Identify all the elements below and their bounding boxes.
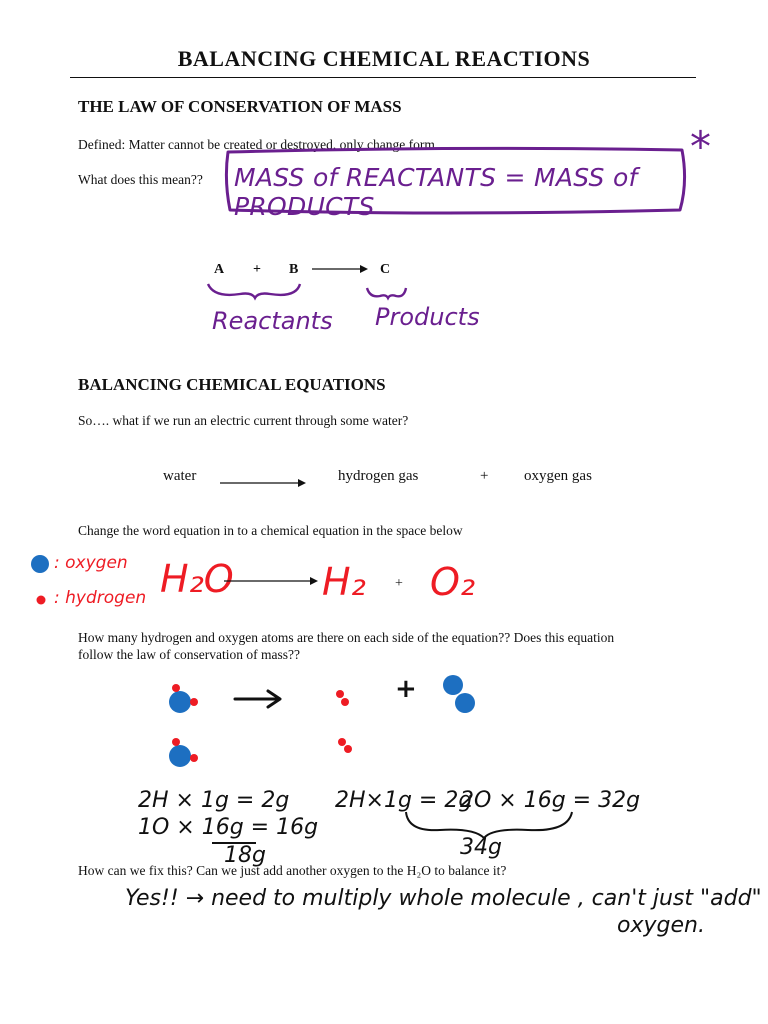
hydrogen-atom	[172, 684, 180, 692]
chem-arrow-icon	[222, 574, 322, 588]
label-reactants: Reactants	[212, 307, 333, 335]
word-oxygen-gas: oxygen gas	[524, 468, 592, 484]
hydrogen-atom	[190, 754, 198, 762]
chem-h2: H₂	[322, 560, 366, 604]
chem-h2o: H₂O	[160, 557, 234, 601]
eq-a: A	[214, 262, 225, 277]
section-heading-conservation: THE LAW OF CONSERVATION OF MASS	[78, 97, 402, 116]
word-water: water	[163, 468, 197, 484]
answer-fix-line1: Yes!! → need to multiply whole molecule , can't just "add"	[125, 886, 762, 911]
question-atoms-line2: follow the law of conservation of mass??	[78, 647, 300, 662]
question-meaning: What does this mean??	[78, 172, 203, 187]
instruction-text: Change the word equation in to a chemical equation in the space below	[78, 523, 463, 538]
definition-text: Defined: Matter cannot be created or destroyed, only change form.	[78, 137, 439, 152]
page-title: BALANCING CHEMICAL REACTIONS	[177, 46, 591, 71]
calc-right-oxygen: 2O × 16g = 32g	[460, 788, 641, 813]
star-mark: *	[690, 122, 711, 171]
hydrogen-legend-icon	[34, 593, 48, 607]
oxygen-atom	[169, 745, 191, 767]
arrow-icon	[310, 262, 370, 276]
oxygen-legend-icon	[30, 553, 50, 575]
molecule-diagram	[160, 672, 490, 782]
label-products: Products	[375, 303, 480, 331]
answer-fix-line2: oxygen.	[617, 913, 705, 938]
eq-plus: +	[253, 262, 261, 277]
calc-left-total: 18g	[224, 843, 266, 868]
hydrogen-atom	[344, 745, 352, 753]
diagram-plus: +	[395, 674, 417, 704]
calc-right-hydrogen: 2H×1g = 2g	[335, 788, 473, 813]
brace-reactants-icon	[200, 278, 310, 302]
word-hydrogen-gas: hydrogen gas	[338, 468, 419, 484]
word-plus: +	[480, 468, 489, 484]
section-heading-balancing: BALANCING CHEMICAL EQUATIONS	[78, 375, 386, 394]
chem-o2: O₂	[430, 560, 476, 604]
legend-oxygen-label: : oxygen	[54, 553, 128, 573]
eq-b: B	[289, 262, 299, 277]
legend-hydrogen-label: : hydrogen	[54, 588, 147, 608]
hydrogen-atom	[341, 698, 349, 706]
question-atoms-line1: How many hydrogen and oxygen atoms are there on each side of the equation?? Does this equation	[78, 630, 615, 645]
hydrogen-atom	[338, 738, 346, 746]
hydrogen-atom	[336, 690, 344, 698]
question-fix: How can we fix this? Can we just add another oxygen to the H₂O to balance it?	[78, 863, 507, 878]
calc-right-total: 34g	[460, 835, 502, 860]
eq-c: C	[380, 262, 391, 277]
brace-products-icon	[362, 282, 412, 302]
oxygen-atom	[443, 675, 463, 695]
answer-mass-statement: MASS of REACTANTS = MASS of PRODUCTS	[234, 163, 638, 221]
oxygen-atom	[169, 691, 191, 713]
oxygen-atom	[455, 693, 475, 713]
calc-left-hydrogen: 2H × 1g = 2g	[138, 788, 290, 813]
hydrogen-atom	[172, 738, 180, 746]
reaction-arrow-icon	[235, 691, 280, 707]
intro-question: So…. what if we run an electric current through some water?	[78, 413, 409, 428]
hydrogen-atom	[190, 698, 198, 706]
chem-plus: +	[395, 576, 403, 591]
title-rule	[70, 77, 696, 78]
word-arrow-icon	[218, 476, 308, 490]
calc-left-oxygen: 1O × 16g = 16g	[138, 815, 319, 840]
